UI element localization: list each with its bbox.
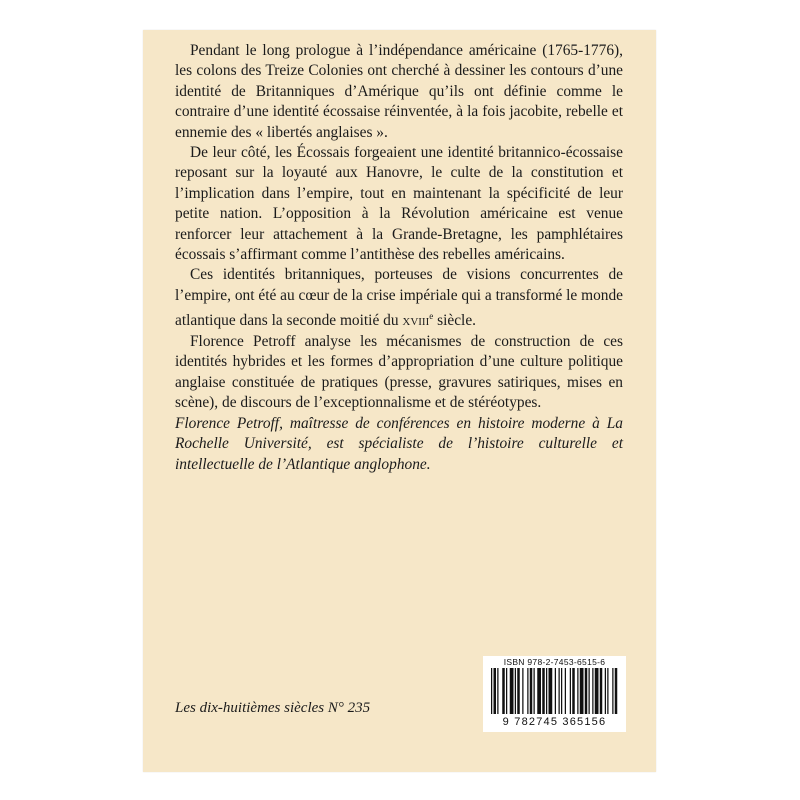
- barcode-digits: 9 782745 365156: [502, 716, 607, 728]
- paragraph-2: De leur côté, les Écossais forgeaient une identité britannico-écossaise reposant sur la loyauté aux Hanovre, le culte de la constitution et l’implication dans l’empire, tout en maintenant la spécificité de leur petite nation. L’opposition à la Révolution américaine est venue renforcer leur attachement à la Grande-Bretagne, les pamphlétaires écossais s’affirmant comme l’antithèse des rebelles américains.: [175, 144, 623, 264]
- barcode-icon: [489, 668, 620, 716]
- century-numeral: xviii: [402, 312, 430, 330]
- series-label: Les dix-huitièmes siècles N° 235: [175, 700, 371, 716]
- paragraph-3-end: siècle.: [433, 312, 476, 330]
- paragraph-1: Pendant le long prologue à l’indépendance américaine (1765-1776), les colons des Treize Colonies ont cherché à dessiner les contours d’une identité de Britanniques d’Amérique qu’ils ont définie comme le contraire d’une identité écossaise réinventée, à la fois jacobite, rebelle et ennemie des « libertés anglaises ».: [175, 42, 623, 141]
- description-text: [175, 41, 623, 413]
- isbn-label: ISBN 978-2-7453-6515-6: [503, 657, 606, 667]
- isbn-barcode: [483, 656, 626, 732]
- paragraph-3-text: Ces identités britanniques, porteuses de visions concurrentes de l’empire, ont été au cœur de la crise impériale qui a transformé le monde atlantique dans la seconde moitié du: [175, 266, 623, 330]
- paragraph-3: [175, 265, 623, 331]
- author-bio: Florence Petroff, maîtresse de conférences en histoire moderne à La Rochelle Université, est spécialiste de l’histoire culturelle et intellectuelle de l’Atlantique anglophone.: [175, 415, 623, 473]
- century-superscript: e: [429, 311, 434, 322]
- paragraph-4: Florence Petroff analyse les mécanismes de construction de ces identités hybrides et les formes d’appropriation d’une culture politique anglaise constituée de pratiques (presse, gravures satiriques, mises en scène), de discours de l’exceptionnalisme et de stéréotypes.: [175, 332, 623, 412]
